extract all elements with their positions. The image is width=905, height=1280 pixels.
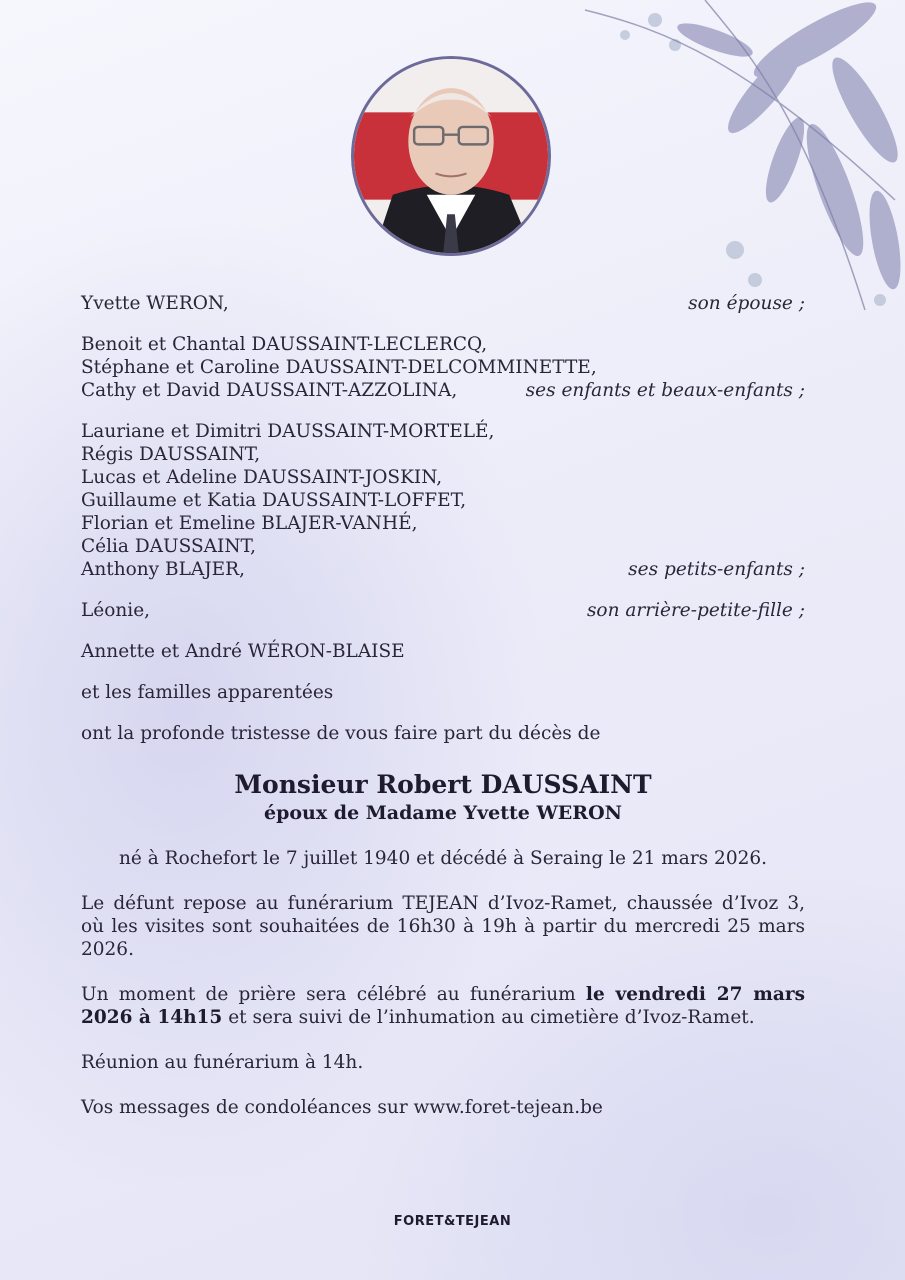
grandchild-name: Anthony BLAJER, (81, 559, 245, 580)
ceremony-date: le vendredi 27 mars 2026 à 14h15 (81, 984, 805, 1028)
grandchildren-relation: ses petits-enfants ; (628, 559, 805, 580)
children-name: Benoit et Chantal DAUSSAINT-LECLERCQ, (81, 334, 488, 355)
ceremony-text: Un moment de prière sera célébré au funérarium (81, 984, 586, 1005)
spouse-relation: son épouse ; (688, 293, 805, 314)
deceased-name: Monsieur Robert DAUSSAINT (234, 770, 652, 799)
reunion-paragraph: Réunion au funérarium à 14h. (81, 1052, 364, 1073)
great-grandchild-relation: son arrière-petite-fille ; (586, 600, 805, 621)
related-families: et les familles apparentées (81, 682, 334, 703)
grandchild-name: Lauriane et Dimitri DAUSSAINT-MORTELÉ, (81, 421, 495, 442)
announcement-text: ont la profonde tristesse de vous faire part du décès de (81, 723, 601, 744)
leaves-decoration-icon (565, 0, 905, 320)
children-relation: ses enfants et beaux-enfants ; (525, 380, 805, 401)
portrait-photo (351, 56, 551, 256)
grandchildren-block (81, 420, 805, 581)
deceased-title (81, 769, 805, 825)
visitation-paragraph: Le défunt repose au funérarium TEJEAN d’Ivoz-Ramet, chaussée d’Ivoz 3, où les visites sont souhaitées de 16h30 à 19h à partir du mercredi 25 mars 2026. (81, 893, 805, 960)
obituary-text (81, 292, 805, 1119)
grandchild-name: Lucas et Adeline DAUSSAINT-JOSKIN, (81, 467, 443, 488)
grandchild-name: Célia DAUSSAINT, (81, 536, 257, 557)
relative-name: Annette et André WÉRON-BLAISE (81, 641, 405, 662)
great-grandchild-row (81, 599, 805, 622)
ceremony-paragraph (81, 983, 805, 1029)
children-name: Cathy et David DAUSSAINT-AZZOLINA, (81, 380, 458, 401)
grandchild-name: Régis DAUSSAINT, (81, 444, 261, 465)
spouse-row (81, 292, 805, 315)
funeral-home-logo: FORET&TEJEAN (393, 1214, 512, 1229)
children-block (81, 333, 805, 402)
spouse-name: Yvette WERON, (81, 293, 229, 314)
deceased-spouse-line: époux de Madame Yvette WERON (263, 802, 622, 824)
grandchild-name: Guillaume et Katia DAUSSAINT-LOFFET, (81, 490, 467, 511)
portrait-photo-icon (354, 59, 548, 253)
children-name: Stéphane et Caroline DAUSSAINT-DELCOMMINETTE, (81, 357, 597, 378)
condolences-paragraph: Vos messages de condoléances sur www.foret-tejean.be (81, 1097, 603, 1118)
grandchild-name: Florian et Emeline BLAJER-VANHÉ, (81, 513, 418, 534)
great-grandchild-name: Léonie, (81, 600, 151, 621)
ceremony-text-end: et sera suivi de l’inhumation au cimetière d’Ivoz-Ramet. (222, 1007, 755, 1028)
birth-death-line: né à Rochefort le 7 juillet 1940 et décédé à Seraing le 21 mars 2026. (118, 848, 768, 869)
